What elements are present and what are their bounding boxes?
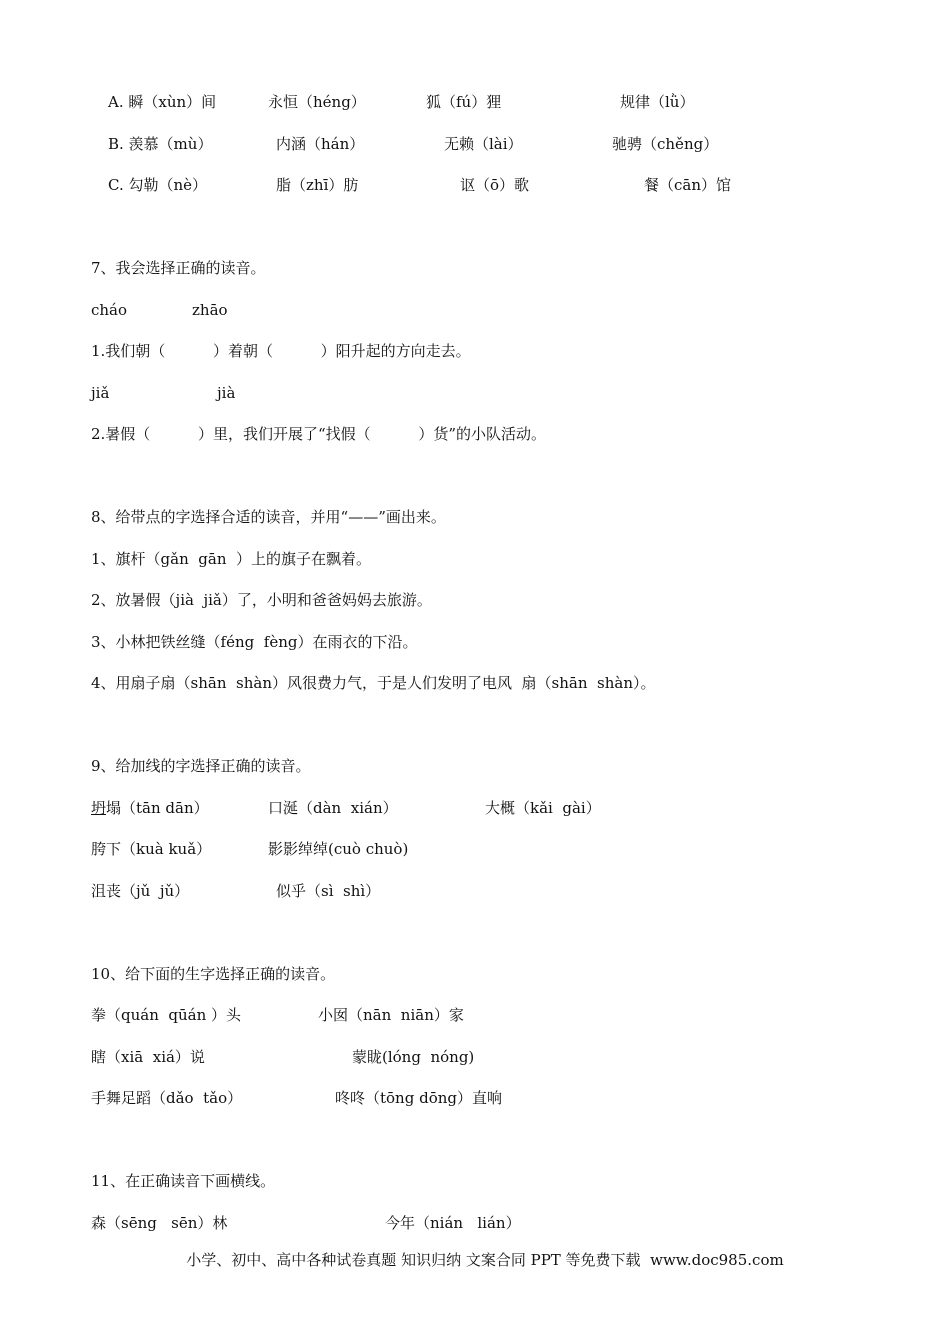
- q7-pinyin2-b: jià: [217, 384, 236, 402]
- q9-item-tanta: [91, 798, 209, 818]
- q8-sentence-1: 1、旗杆（gǎn gān ）上的旗子在飘着。: [91, 550, 372, 568]
- q6-row-a-item-3: 狐（fú）狸: [426, 93, 502, 111]
- q8-sentence-2: 2、放暑假（jià jiǎ）了，小明和爸爸妈妈去旅游。: [91, 591, 432, 609]
- q6-row-a-item-4: 规律（lǜ）: [620, 93, 695, 111]
- q11-item-jinnian: 今年（nián lián）: [385, 1214, 521, 1232]
- q7-pinyin1-b: zhāo: [192, 301, 228, 319]
- q6-row-a-item-2: 永恒（héng）: [268, 93, 366, 111]
- q9-item-sihu: 似乎（sì shì）: [276, 882, 381, 900]
- q6-row-b-item-3: 无赖（lài）: [444, 135, 523, 153]
- q10-item-menglong: 蒙眬(lóng nóng): [352, 1048, 475, 1066]
- q7-title: 7、我会选择正确的读音。: [91, 259, 266, 277]
- q6-row-b-item-2: 内涵（hán）: [276, 135, 365, 153]
- q7-pinyin2-a: jiǎ: [91, 384, 110, 402]
- q9-item-tanta-rest: 塌（tān dān）: [106, 799, 209, 817]
- q6-row-c-item-3: 讴（ō）歌: [460, 176, 530, 194]
- q9-item-chuochuo: 影影绰绰(cuò chuò): [268, 840, 409, 858]
- q8-sentence-4: 4、用扇子扇（shān shàn）风很费力气，于是人们发明了电风 扇（shān shàn）。: [91, 674, 656, 692]
- q7-sentence-2: 2.暑假（ ）里，我们开展了“找假（ ）货”的小队活动。: [91, 425, 547, 443]
- q10-item-xiashuo: 瞎（xiā xiá）说: [91, 1048, 205, 1066]
- q6-row-c-item-2: 脂（zhī）肪: [276, 176, 359, 194]
- q6-row-b-item-4: 驰骋（chěng）: [612, 135, 719, 153]
- q9-item-kouxian: 口涎（dàn xián）: [268, 799, 398, 817]
- q10-item-xiaonan: 小囡（nān niān）家: [318, 1006, 464, 1024]
- q7-sentence-1: 1.我们朝（ ）着朝（ ）阳升起的方向走去。: [91, 342, 471, 360]
- q7-pinyin1-a: cháo: [91, 301, 128, 319]
- q9-item-jusang: 沮丧（jǔ jǔ）: [91, 882, 190, 900]
- q9-title: 9、给加线的字选择正确的读音。: [91, 757, 311, 775]
- q11-item-senlin: 森（sēng sēn）林: [91, 1214, 228, 1232]
- q6-row-c-item-4: 餐（cān）馆: [644, 176, 732, 194]
- q10-item-quantou: 拳（quán qūán ）头: [91, 1006, 242, 1024]
- q6-row-a-item-1: A. 瞬（xùn）间: [108, 93, 217, 111]
- q8-sentence-3: 3、小林把铁丝缝（féng fèng）在雨衣的下沿。: [91, 633, 418, 651]
- q11-title: 11、在正确读音下画横线。: [91, 1172, 276, 1190]
- q9-item-kuaxia: 胯下（kuà kuǎ）: [91, 840, 212, 858]
- q6-row-c-item-1: C. 勾勒（nè）: [108, 176, 208, 194]
- q6-row-b-item-1: B. 羡慕（mù）: [108, 135, 213, 153]
- q9-underlined-char: 坍: [91, 799, 107, 817]
- q10-item-shouwuzudao: 手舞足蹈（dǎo tǎo）: [91, 1089, 243, 1107]
- q9-item-dagai: 大概（kǎi gài）: [485, 799, 601, 817]
- page-footer: 小学、初中、高中各种试卷真题 知识归纳 文案合同 PPT 等免费下载 www.doc985.com: [186, 1251, 784, 1269]
- q10-title: 10、给下面的生字选择正确的读音。: [91, 965, 336, 983]
- q10-item-dongdong: 咚咚（tōng dōng）直响: [335, 1089, 502, 1107]
- q8-title: 8、给带点的字选择合适的读音，并用“——”画出来。: [91, 508, 446, 526]
